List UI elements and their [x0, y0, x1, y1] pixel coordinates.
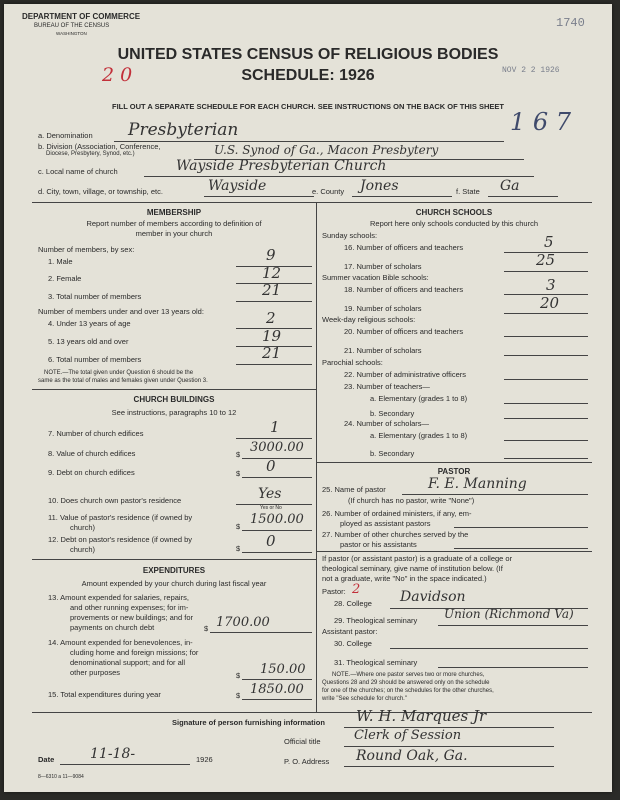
- q29-value: Union (Richmond Va): [444, 607, 574, 621]
- q11-label: 11. Value of pastor's residence (if owned by: [48, 513, 193, 522]
- q16-value: 5: [544, 233, 554, 251]
- membership-sub-1: Report number of members according to definition of: [86, 219, 262, 228]
- q14-label-c: denominational support; and for all: [70, 658, 186, 667]
- age-head-label: Number of members under and over 13 years old:: [38, 307, 204, 316]
- q3-label: 3. Total number of members: [48, 292, 142, 301]
- state-value: Ga: [500, 178, 520, 194]
- red-handwritten-number: 2 0: [102, 64, 133, 86]
- q4-label: 4. Under 13 years of age: [48, 319, 131, 328]
- q8-label: 8. Value of church edifices: [48, 449, 136, 458]
- q9-value: 0: [266, 457, 276, 475]
- q22-label: 22. Number of administrative officers: [344, 370, 466, 379]
- buildings-sub: See instructions, paragraphs 10 to 12: [111, 408, 237, 417]
- q16-label: 16. Number of officers and teachers: [344, 243, 464, 252]
- q14-label-a: 14. Amount expended for benevolences, in-: [48, 638, 193, 647]
- q7-label: 7. Number of church edifices: [48, 429, 144, 438]
- q2-label: 2. Female: [48, 274, 82, 283]
- q26-label-b: ployed as assistant pastors: [340, 519, 431, 528]
- pastor-note-4: write "See schedule for church.": [322, 696, 407, 702]
- q2-value: 12: [262, 264, 282, 282]
- pastor-note-2: Questions 28 and 29 should be answered only on the schedule: [322, 680, 490, 686]
- received-date-stamp: NOV 2 2 1926: [502, 66, 560, 75]
- q14-label-b: cluding home and foreign missions; for: [70, 648, 199, 657]
- pastor-note-3: for one of the churches; on the schedules for the other churches,: [322, 688, 494, 694]
- denomination-value: Presbyterian: [128, 120, 239, 140]
- q12-value: 0: [266, 532, 276, 550]
- official-title-label: Official title: [284, 737, 321, 746]
- division-label: b. Division (Association, Conference,: [38, 142, 161, 151]
- q3-value: 21: [262, 281, 282, 299]
- q11-value: 1500.00: [250, 512, 304, 527]
- q4-value: 2: [266, 309, 276, 327]
- signature-label: Signature of person furnishing information: [172, 718, 325, 727]
- q25-label: 25. Name of pastor: [322, 485, 386, 494]
- graduate-note-1: If pastor (or assistant pastor) is a graduate of a college or: [322, 554, 513, 563]
- q17-value: 25: [536, 251, 556, 269]
- pastor-red-mark: 2: [352, 582, 361, 597]
- form-code: 8—6310 a 11—9084: [38, 774, 84, 780]
- q25-hint: (If church has no pastor, write "None"): [348, 496, 475, 505]
- denomination-label: a. Denomination: [38, 131, 93, 140]
- q15-value: 1850.00: [250, 682, 304, 697]
- q1-value: 9: [266, 246, 276, 264]
- q9-label: 9. Debt on church edifices: [48, 468, 135, 477]
- bureau-title: BUREAU OF THE CENSUS: [34, 23, 110, 29]
- graduate-note-3: not a graduate, write "No" in the space indicated.): [322, 574, 487, 583]
- buildings-title: CHURCH BUILDINGS: [133, 395, 215, 404]
- date-value: 11-18-: [90, 746, 136, 762]
- q24a-label: a. Elementary (grades 1 to 8): [370, 431, 468, 440]
- q12-label: 12. Debt on pastor's residence (if owned by: [48, 535, 193, 544]
- pastor-title: PASTOR: [437, 467, 471, 476]
- local-name-label: c. Local name of church: [38, 167, 118, 176]
- form-title: UNITED STATES CENSUS OF RELIGIOUS BODIES: [117, 46, 499, 63]
- q13-dollar: $: [204, 624, 209, 633]
- q25-value: F. E. Manning: [428, 476, 527, 492]
- q15-label: 15. Total expenditures during year: [48, 690, 161, 699]
- schedule-title: SCHEDULE: 1926: [241, 67, 375, 84]
- q24b-label: b. Secondary: [370, 449, 415, 458]
- q13-label-a: 13. Amount expended for salaries, repairs,: [48, 593, 189, 602]
- q15-dollar: $: [236, 691, 241, 700]
- q23b-label: b. Secondary: [370, 409, 415, 418]
- schools-sub: Report here only schools conducted by this church: [369, 219, 538, 228]
- division-label-2: Diocese, Presbytery, Synod, etc.): [46, 151, 135, 157]
- summer-schools-label: Summer vacation Bible schools:: [322, 273, 429, 282]
- weekday-schools-label: Week-day religious schools:: [322, 315, 416, 324]
- membership-note-2: same as the total of males and females given under Question 3.: [38, 378, 208, 384]
- q11-label-2: church): [70, 523, 96, 532]
- q12-label-2: church): [70, 545, 96, 554]
- q9-dollar: $: [236, 469, 241, 478]
- q13-value: 1700.00: [216, 615, 270, 630]
- signature-value: W. H. Marques Jr: [356, 707, 487, 725]
- q11-dollar: $: [236, 522, 241, 531]
- q26-label-a: 26. Number of ordained ministers, if any, em-: [322, 509, 472, 518]
- q28-label: 28. College: [334, 599, 372, 608]
- membership-sub-2: member in your church: [135, 229, 213, 238]
- city-value: Wayside: [208, 178, 267, 194]
- division-value: U.S. Synod of Ga., Macon Presbytery: [214, 143, 439, 157]
- q8-value: 3000.00: [250, 440, 304, 455]
- pastor-subhead: Pastor:: [322, 587, 346, 596]
- date-year: 1926: [196, 755, 213, 764]
- q12-dollar: $: [236, 544, 241, 553]
- q14-dollar: $: [236, 671, 241, 680]
- q13-label-c: provements or new buildings; and for: [70, 613, 193, 622]
- county-value: Jones: [360, 178, 399, 194]
- q10-value: Yes: [258, 486, 282, 502]
- blue-handwritten-number: 1 6 7: [510, 108, 572, 136]
- q24-label: 24. Number of scholars—: [344, 419, 430, 428]
- q27-label-b: pastor or his assistants: [340, 540, 417, 549]
- assistant-pastor-subhead: Assistant pastor:: [322, 627, 378, 636]
- q5-value: 19: [262, 327, 282, 345]
- po-address-value: Round Oak, Ga.: [356, 748, 468, 764]
- q8-dollar: $: [236, 450, 241, 459]
- q31-label: 31. Theological seminary: [334, 658, 418, 667]
- q1-label: 1. Male: [48, 257, 73, 266]
- q10-label: 10. Does church own pastor's residence: [48, 496, 182, 505]
- q13-label-d: payments on church debt: [70, 623, 155, 632]
- q20-label: 20. Number of officers and teachers: [344, 327, 464, 336]
- pastor-note-1: NOTE.—Where one pastor serves two or more churches,: [332, 672, 485, 678]
- q5-label: 5. 13 years old and over: [48, 337, 129, 346]
- expenditures-sub: Amount expended by your church during last fiscal year: [81, 579, 267, 588]
- membership-title: MEMBERSHIP: [146, 208, 202, 217]
- q14-label-d: other purposes: [70, 668, 121, 677]
- q6-value: 21: [262, 344, 282, 362]
- county-label: e. County: [312, 187, 345, 196]
- date-label: Date: [38, 755, 55, 764]
- city-label: d. City, town, village, or township, etc.: [38, 187, 163, 196]
- q18-label: 18. Number of officers and teachers: [344, 285, 464, 294]
- department-title: DEPARTMENT OF COMMERCE: [22, 12, 141, 21]
- q29-label: 29. Theological seminary: [334, 616, 418, 625]
- census-schedule-page: [4, 4, 612, 792]
- q21-label: 21. Number of scholars: [344, 346, 422, 355]
- members-by-sex-label: Number of members, by sex:: [38, 245, 135, 254]
- po-address-label: P. O. Address: [284, 757, 330, 766]
- serial-number: 1740: [556, 16, 585, 30]
- q6-label: 6. Total number of members: [48, 355, 142, 364]
- bureau-city: WASHINGTON: [56, 31, 87, 36]
- q23a-label: a. Elementary (grades 1 to 8): [370, 394, 468, 403]
- parochial-schools-label: Parochial schools:: [322, 358, 383, 367]
- q19-label: 19. Number of scholars: [344, 304, 422, 313]
- schools-title: CHURCH SCHOOLS: [415, 208, 493, 217]
- q30-label: 30. College: [334, 639, 372, 648]
- local-name-value: Wayside Presbyterian Church: [176, 158, 387, 174]
- q28-value: Davidson: [400, 589, 466, 605]
- q19-value: 20: [540, 294, 560, 312]
- q17-label: 17. Number of scholars: [344, 262, 422, 271]
- q14-value: 150.00: [260, 662, 306, 677]
- instruction-line: FILL OUT A SEPARATE SCHEDULE FOR EACH CHURCH. SEE INSTRUCTIONS ON THE BACK OF THIS SHEET: [112, 102, 504, 111]
- expenditures-title: EXPENDITURES: [142, 566, 206, 575]
- q18-value: 3: [546, 276, 556, 294]
- sunday-schools-label: Sunday schools:: [322, 231, 378, 240]
- state-label: f. State: [456, 187, 480, 196]
- q27-label-a: 27. Number of other churches served by the: [322, 530, 469, 539]
- official-title-value: Clerk of Session: [354, 728, 462, 743]
- q13-label-b: and other running expenses; for im-: [70, 603, 189, 612]
- graduate-note-2: theological seminary, give name of institution below. (If: [322, 564, 503, 573]
- membership-note-1: NOTE.—The total given under Question 6 should be the: [44, 370, 194, 376]
- q10-hint: Yes or No: [260, 505, 282, 511]
- q7-value: 1: [270, 418, 280, 436]
- q23-label: 23. Number of teachers—: [344, 382, 430, 391]
